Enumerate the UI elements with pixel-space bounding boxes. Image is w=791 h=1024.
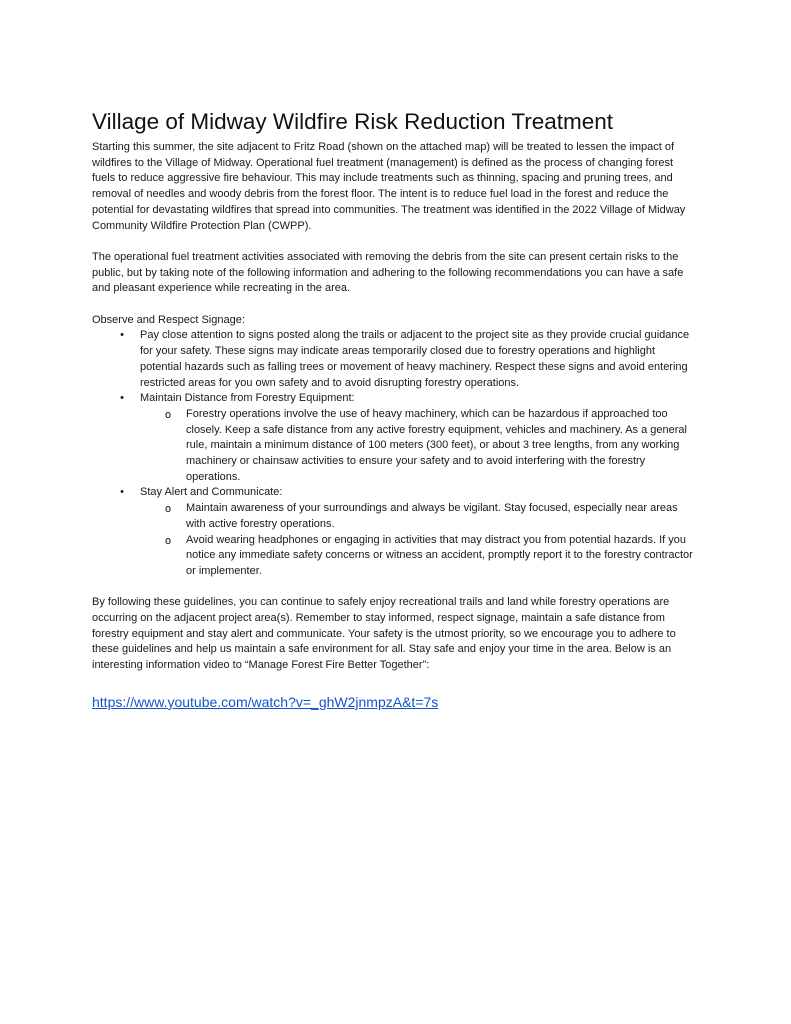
intro-paragraph: Starting this summer, the site adjacent to Fritz Road (shown on the attached map) will be treated to lessen the impact of wildfires to the Village of Midway. Operational fuel treatment (management) is defined as the process of changing forest fuels to reduce aggressive fire behaviour. This may include treatments such as thinning, spacing and pruning trees, and removal of needles and woody debris from the forest floor. The intent is to reduce fuel load in the forest and reduce the potential for devastating wildfires that spread into communities. The treatment was identified in the 2022 Village of Midway Community Wildfire Protection Plan (CWPP). bbox=[92, 141, 686, 232]
document-body bbox=[92, 140, 698, 713]
list-item-text: Stay Alert and Communicate: bbox=[140, 486, 283, 499]
sub-list-item-text: Forestry operations involve the use of heavy machinery, which can be hazardous if approached too closely. Keep a safe distance from any active forestry equipment, vehicles and machinery. As a general rule, maintain a minimum distance of 100 meters (300 feet), or about 3 tree lengths, from any working machinery or chainsaw activities to ensure your safety and to avoid interfering with the forestry operations. bbox=[186, 407, 687, 483]
video-link-row bbox=[92, 692, 698, 713]
closing-paragraph: By following these guidelines, you can continue to safely enjoy recreational trails and land while forestry operations are occurring on the adjacent project area(s). Remember to stay informed, respect signage, maintain a safe distance from forestry equipment and stay alert and communicate. Your safety is the utmost priority, so we encourage you to adhere to these guidelines and help us maintain a safe environment for all. Stay safe and enjoy your time in the area. Below is an interesting information video to “Manage Forest Fire Better Together”: bbox=[92, 596, 676, 672]
bullet-icon: • bbox=[120, 486, 124, 499]
list-item-text: Maintain Distance from Forestry Equipment: bbox=[140, 392, 355, 405]
video-link[interactable]: https://www.youtube.com/watch?v=_ghW2jnmpzA&t=7s bbox=[92, 693, 439, 710]
sub-list-item bbox=[140, 533, 698, 580]
list-heading: Observe and Respect Signage: bbox=[92, 313, 245, 326]
sub-bullet-icon: o bbox=[164, 533, 172, 547]
list-item bbox=[92, 485, 698, 579]
guideline-list bbox=[92, 328, 698, 579]
list-item bbox=[92, 328, 698, 391]
sub-list bbox=[140, 407, 698, 486]
bullet-icon: • bbox=[120, 392, 124, 405]
document-title: Village of Midway Wildfire Risk Reduction Treatment bbox=[92, 109, 614, 135]
sub-list bbox=[140, 501, 698, 580]
sub-bullet-icon: o bbox=[164, 407, 172, 421]
risk-paragraph: The operational fuel treatment activities associated with removing the debris from the site can present certain risks to the public, but by taking note of the following information and adhering to the following recommendations you can have a safe and pleasant experience while recreating in the area. bbox=[92, 250, 684, 295]
bullet-icon: • bbox=[120, 329, 124, 342]
list-item bbox=[92, 391, 698, 485]
sub-bullet-icon: o bbox=[164, 502, 172, 516]
sub-list-item bbox=[140, 407, 698, 486]
sub-list-item-text: Maintain awareness of your surroundings and always be vigilant. Stay focused, especially near areas with active forestry operations. bbox=[186, 502, 678, 530]
sub-list-item bbox=[140, 501, 698, 532]
sub-list-item-text: Avoid wearing headphones or engaging in activities that may distract you from potential hazards. If you notice any immediate safety concerns or witness an accident, promptly report it to the forestry contractor or implementer. bbox=[186, 533, 693, 577]
list-item-text: Pay close attention to signs posted along the trails or adjacent to the project site as they provide crucial guidance for your safety. These signs may indicate areas temporarily closed due to forestry operations and highlight potential hazards such as falling trees or movement of heavy machinery. Respect these signs and avoid entering restricted areas for you own safety and to avoid disrupting forestry operations. bbox=[140, 329, 690, 389]
